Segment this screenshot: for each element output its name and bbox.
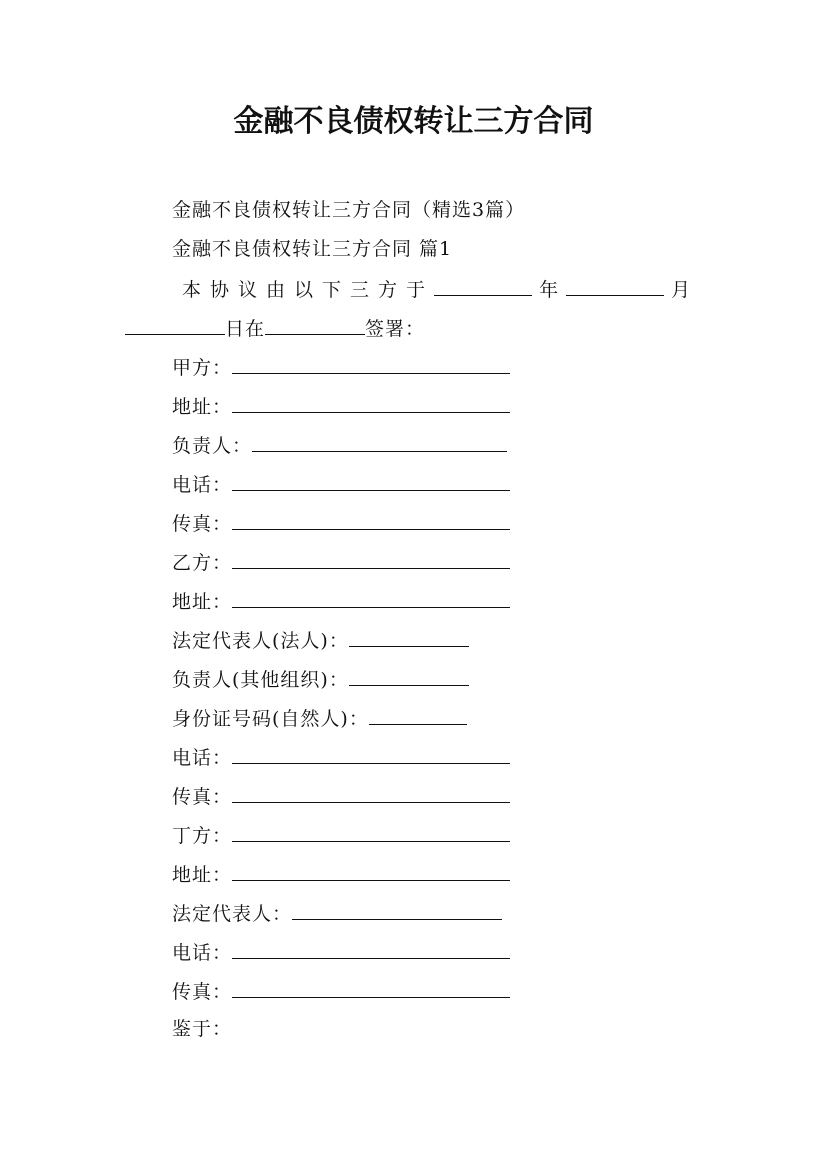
field-blank: [232, 353, 510, 374]
intro-line-1: [182, 275, 691, 303]
field-blank: [232, 509, 510, 530]
field-blank: [232, 470, 510, 491]
field-blank: [232, 548, 510, 569]
party-b-legal-rep-field: [172, 626, 469, 654]
field-label: 法定代表人(法人)：: [172, 630, 349, 652]
party-a-manager-field: [172, 431, 507, 459]
field-label: 丁方：: [172, 825, 233, 847]
field-blank: [292, 899, 502, 920]
field-label: 传真：: [172, 513, 233, 535]
field-blank: [349, 626, 469, 647]
intro-text: 本协议由以下三方于: [182, 279, 435, 301]
field-blank: [232, 821, 510, 842]
party-a-phone-field: [172, 470, 510, 498]
field-blank: [232, 977, 510, 998]
party-d-field: [172, 821, 510, 849]
field-label: 乙方：: [172, 552, 233, 574]
section-title: 金融不良债权转让三方合同 篇1: [172, 238, 453, 260]
field-label: 负责人：: [172, 435, 253, 457]
party-b-org-manager-field: [172, 665, 469, 693]
document-title: 金融不良债权转让三方合同: [233, 104, 594, 139]
field-label: 传真：: [172, 981, 233, 1003]
year-label: 年: [539, 279, 560, 301]
field-label: 传真：: [172, 786, 233, 808]
party-d-fax-field: [172, 977, 510, 1005]
field-blank: [232, 743, 510, 764]
month-label: 月: [671, 279, 692, 301]
party-d-legal-rep-field: [172, 899, 502, 927]
day-blank: [125, 314, 225, 335]
document-subtitle: 金融不良债权转让三方合同（精选3篇）: [172, 199, 526, 221]
field-label: 法定代表人：: [172, 903, 293, 925]
field-blank: [232, 938, 510, 959]
party-b-phone-field: [172, 743, 510, 771]
month-blank: [566, 275, 664, 296]
party-a-fax-field: [172, 509, 510, 537]
field-blank: [232, 860, 510, 881]
day-label: 日在: [225, 318, 266, 340]
field-blank: [232, 782, 510, 803]
field-label: 电话：: [172, 942, 233, 964]
sign-label: 签署：: [365, 318, 426, 340]
field-label: 电话：: [172, 747, 233, 769]
intro-line-2: [125, 314, 425, 342]
field-label: 甲方：: [172, 357, 233, 379]
field-blank: [349, 665, 469, 686]
party-a-address-field: [172, 392, 510, 420]
party-b-fax-field: [172, 782, 510, 810]
place-blank: [265, 314, 365, 335]
party-d-phone-field: [172, 938, 510, 966]
field-label: 地址：: [172, 864, 233, 886]
field-blank: [252, 431, 507, 452]
field-label: 电话：: [172, 474, 233, 496]
party-d-address-field: [172, 860, 510, 888]
party-b-address-field: [172, 587, 510, 615]
field-label: 负责人(其他组织)：: [172, 669, 349, 691]
whereas-heading: 鉴于：: [172, 1018, 233, 1040]
party-b-id-number-field: [172, 704, 467, 732]
year-blank: [434, 275, 532, 296]
field-label: 地址：: [172, 591, 233, 613]
field-blank: [369, 704, 467, 725]
field-label: 地址：: [172, 396, 233, 418]
field-blank: [232, 392, 510, 413]
party-b-field: [172, 548, 510, 576]
party-a-field: [172, 353, 510, 381]
field-label: 身份证号码(自然人)：: [172, 708, 369, 730]
field-blank: [232, 587, 510, 608]
